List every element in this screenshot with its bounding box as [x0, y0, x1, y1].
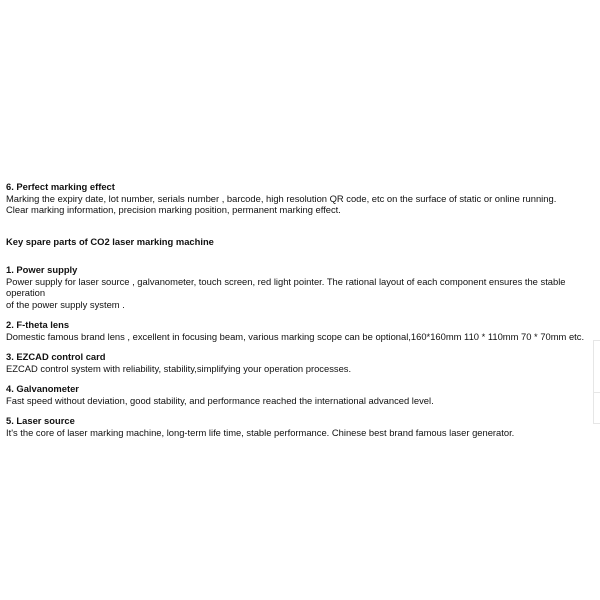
page-edge-divider	[593, 340, 600, 394]
section-ezcad-control-card	[6, 351, 600, 374]
section-key-spare-parts	[6, 236, 600, 248]
section-heading: 2. F-theta lens	[6, 319, 70, 330]
section-text-line: Fast speed without deviation, good stability, and performance reached the international advanced level.	[6, 394, 434, 406]
section-power-supply	[6, 264, 600, 310]
product-description	[6, 181, 600, 447]
section-heading: 1. Power supply	[6, 264, 78, 275]
page-edge-divider	[593, 392, 600, 424]
section-text-line: Power supply for laser source , galvanometer, touch screen, red light pointer. The rational layout of each component ensures the stable operation	[6, 275, 566, 298]
section-text-line: Clear marking information, precision marking position, permanent marking effect.	[6, 204, 341, 215]
section-heading: 3. EZCAD control card	[6, 351, 106, 362]
section-galvanometer	[6, 383, 600, 406]
section-heading: 4. Galvanometer	[6, 383, 79, 394]
section-heading: 5. Laser source	[6, 415, 75, 426]
section-f-theta-lens	[6, 319, 600, 342]
section-perfect-marking-effect	[6, 181, 600, 216]
section-text-line: Domestic famous brand lens , excellent in focusing beam, various marking scope can be optional,160*160mm 110 * 110mm 70 * 70mm etc.	[6, 330, 585, 342]
section-text-line: It's the core of laser marking machine, long-term life time, stable performance. Chinese best brand famous laser generator.	[6, 426, 515, 438]
section-text-line: Marking the expiry date, lot number, serials number , barcode, high resolution QR code, etc on the surface of static or online running.	[6, 192, 557, 204]
section-text-line: of the power supply system .	[6, 298, 125, 310]
section-heading: Key spare parts of CO2 laser marking machine	[6, 235, 214, 247]
section-heading: 6. Perfect marking effect	[6, 181, 115, 192]
section-text-line: EZCAD control system with reliability, stability,simplifying your operation processes.	[6, 362, 352, 374]
section-laser-source	[6, 415, 600, 438]
